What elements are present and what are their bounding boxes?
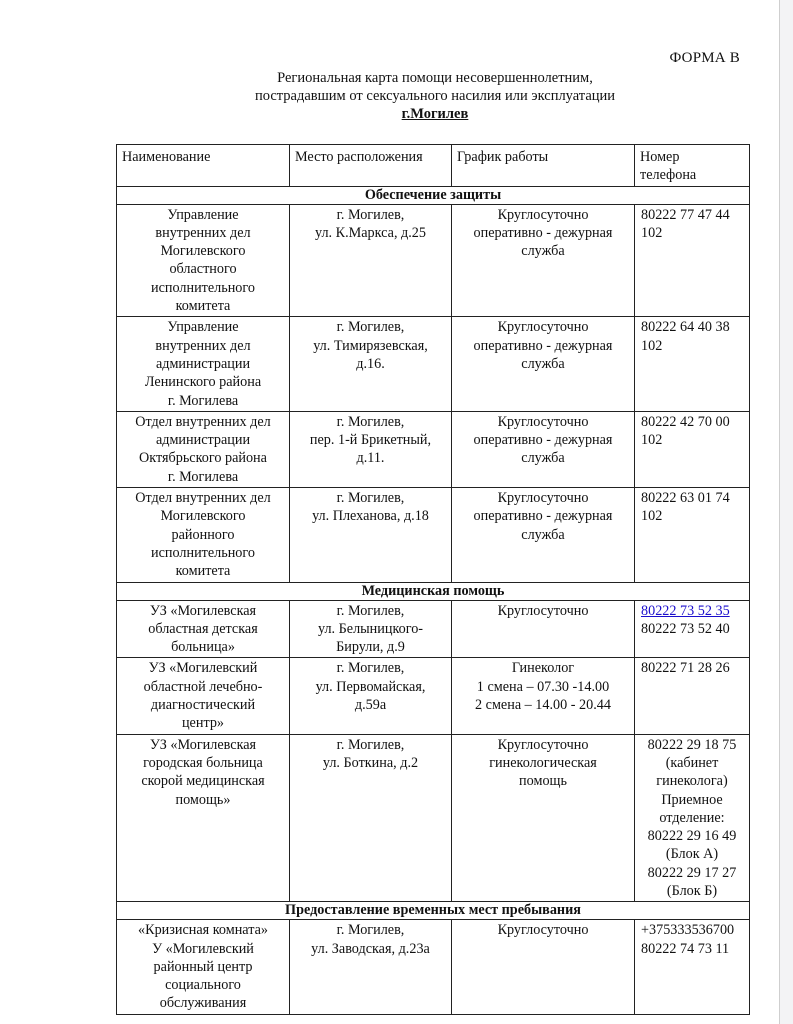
cell-name-line: районный центр <box>153 958 253 975</box>
table-row <box>117 920 750 1014</box>
cell-name-line: исполнительного <box>151 544 255 561</box>
cell-location-line: ул. Плеханова, д.18 <box>312 508 429 525</box>
header-phone <box>635 145 750 187</box>
cell-schedule-line: 2 смена – 14.00 - 20.44 <box>475 697 611 714</box>
header-phone-line2: телефона <box>640 167 697 184</box>
table-body <box>117 186 750 1014</box>
section-row <box>117 582 750 600</box>
cell-phone <box>635 734 750 902</box>
cell-location <box>290 658 452 734</box>
cell-name-line: г. Могилева <box>167 468 239 485</box>
cell-schedule <box>452 658 635 734</box>
cell-phone <box>635 920 750 1014</box>
cell-schedule <box>452 600 635 658</box>
section-title: Медицинская помощь <box>117 582 750 600</box>
cell-name-line: городская больница <box>143 754 263 771</box>
cell-schedule-line: помощь <box>519 773 567 790</box>
cell-name <box>117 920 290 1014</box>
cell-name-line: областной лечебно- <box>143 678 263 695</box>
header-schedule: График работы <box>452 145 635 187</box>
cell-phone-line: 80222 29 16 49 <box>647 828 737 845</box>
cell-name-line: Отдел внутренних дел <box>135 490 271 507</box>
cell-name-line: администрации <box>155 355 251 372</box>
cell-location-line: г. Могилев, <box>336 206 405 223</box>
cell-location-line: г. Могилев, <box>336 602 405 619</box>
cell-name-line: УЗ «Могилевская <box>149 602 257 619</box>
cell-name-line: больница» <box>171 639 235 656</box>
cell-name-line: внутренних дел <box>155 224 251 241</box>
cell-phone-line: 102 <box>641 508 663 525</box>
cell-location <box>290 920 452 1014</box>
title-line-1: Региональная карта помощи несовершеннолетним, <box>277 70 593 86</box>
cell-phone-line: Приемное <box>661 791 723 808</box>
cell-location-line: ул. Первомайская, <box>315 678 426 695</box>
table-row <box>117 411 750 487</box>
cell-phone-line: 80222 73 52 40 <box>641 620 730 637</box>
cell-phone-line: отделение: <box>659 809 725 826</box>
table-row <box>117 600 750 658</box>
cell-schedule-line: Круглосуточно <box>497 413 589 430</box>
cell-phone-line: 80222 42 70 00 <box>641 413 730 430</box>
cell-phone <box>635 317 750 411</box>
help-map-table <box>116 144 750 1015</box>
cell-schedule-line: Гинеколог <box>511 660 575 677</box>
section-title: Предоставление временных мест пребывания <box>117 902 750 920</box>
cell-phone-line: 80222 29 18 75 <box>647 736 737 753</box>
cell-name-line: Октябрьского района <box>139 450 267 467</box>
cell-schedule <box>452 920 635 1014</box>
cell-location-line: г. Могилев, <box>336 413 405 430</box>
table-row <box>117 488 750 582</box>
cell-name-line: комитета <box>175 298 231 315</box>
cell-phone-line: +375333536700 <box>641 922 735 939</box>
cell-name-line: УЗ «Могилевская <box>149 736 257 753</box>
cell-schedule-line: Круглосуточно <box>497 922 589 939</box>
cell-location-line: д.11. <box>356 450 385 467</box>
cell-phone-line: 80222 71 28 26 <box>641 660 730 677</box>
cell-name-line: скорой медицинская <box>141 773 265 790</box>
cell-phone <box>635 488 750 582</box>
cell-schedule-line: Круглосуточно <box>497 490 589 507</box>
cell-schedule-line: оперативно - дежурная <box>473 337 613 354</box>
cell-phone-line: (Блок Б) <box>666 882 718 899</box>
cell-schedule-line: гинекологическая <box>489 754 597 771</box>
cell-location-line: ул. К.Маркса, д.25 <box>314 224 426 241</box>
table-row <box>117 734 750 902</box>
table-row <box>117 658 750 734</box>
cell-phone-line: 80222 74 73 11 <box>641 940 730 957</box>
cell-name-line: областная детская <box>148 620 258 637</box>
cell-phone-line: гинеколога) <box>656 773 728 790</box>
cell-schedule-line: оперативно - дежурная <box>473 432 613 449</box>
cell-name-line: администрации <box>155 432 251 449</box>
cell-location-line: ул. Тимирязевская, <box>313 337 428 354</box>
cell-name-line: обслуживания <box>159 995 247 1012</box>
cell-phone <box>635 658 750 734</box>
cell-schedule-line: 1 смена – 07.30 -14.00 <box>476 678 610 695</box>
cell-name-line: г. Могилева <box>167 392 239 409</box>
cell-schedule-line: служба <box>521 450 565 467</box>
cell-location-line: ул. Заводская, д.23а <box>311 940 430 957</box>
cell-phone-line: 80222 77 47 44 <box>641 206 730 223</box>
cell-phone-line: 80222 63 01 74 <box>641 490 730 507</box>
cell-name <box>117 734 290 902</box>
cell-schedule <box>452 734 635 902</box>
cell-name-line: Отдел внутренних дел <box>135 413 271 430</box>
cell-location-line: г. Могилев, <box>336 319 405 336</box>
cell-location <box>290 204 452 317</box>
page-edge-shadow <box>780 0 793 1024</box>
header-name: Наименование <box>117 145 290 187</box>
section-row <box>117 902 750 920</box>
cell-name <box>117 658 290 734</box>
cell-name-line: диагностический <box>150 697 256 714</box>
cell-name-line: районного <box>171 526 235 543</box>
cell-name <box>117 600 290 658</box>
title-city: г.Могилев <box>401 106 469 122</box>
cell-name-line: Управление <box>167 206 239 223</box>
form-label: ФОРМА В <box>669 50 740 66</box>
cell-location <box>290 734 452 902</box>
cell-phone-line: 102 <box>641 337 663 354</box>
cell-schedule <box>452 411 635 487</box>
cell-phone <box>635 600 750 658</box>
cell-location-line: д.16. <box>356 355 385 372</box>
cell-name-line: помощь» <box>175 791 231 808</box>
table-row <box>117 204 750 317</box>
cell-phone <box>635 411 750 487</box>
cell-location-line: г. Могилев, <box>336 490 405 507</box>
cell-phone-line: (Блок А) <box>665 846 719 863</box>
cell-name-line: Ленинского района <box>144 374 262 391</box>
cell-location-line: ул. Белыницкого- <box>317 620 424 637</box>
cell-schedule-line: служба <box>521 526 565 543</box>
cell-name-line: социального <box>165 977 241 994</box>
cell-schedule-line: служба <box>521 355 565 372</box>
cell-name-line: «Кризисная комната» <box>138 922 268 939</box>
cell-name-line: центр» <box>181 715 225 732</box>
cell-name <box>117 411 290 487</box>
cell-location-line: д.59а <box>354 697 387 714</box>
cell-location <box>290 600 452 658</box>
cell-schedule-line: Круглосуточно <box>497 736 589 753</box>
cell-schedule-line: Круглосуточно <box>497 206 589 223</box>
cell-phone <box>635 204 750 317</box>
document-title <box>160 69 710 123</box>
cell-location-line: г. Могилев, <box>336 736 405 753</box>
cell-schedule-line: Круглосуточно <box>497 319 589 336</box>
section-title: Обеспечение защиты <box>117 186 750 204</box>
phone-link[interactable]: 80222 73 52 35 <box>641 602 730 619</box>
cell-name-line: Могилевского <box>160 243 246 260</box>
cell-name-line: исполнительного <box>151 279 255 296</box>
cell-name-line: У «Могилевский <box>152 940 254 957</box>
cell-phone-line: 80222 29 17 27 <box>647 864 737 881</box>
cell-name <box>117 488 290 582</box>
cell-name-line: областного <box>169 261 237 278</box>
page-edge <box>779 0 780 1024</box>
cell-name <box>117 204 290 317</box>
cell-name-line: внутренних дел <box>155 337 251 354</box>
cell-phone-line: 80222 64 40 38 <box>641 319 730 336</box>
cell-location <box>290 488 452 582</box>
cell-phone-line: 102 <box>641 432 663 449</box>
cell-phone-line: (кабинет <box>665 754 719 771</box>
table-row <box>117 317 750 411</box>
header-location: Место расположения <box>290 145 452 187</box>
cell-schedule <box>452 488 635 582</box>
title-line-2: пострадавшим от сексуального насилия или эксплуатации <box>254 88 616 104</box>
section-row <box>117 186 750 204</box>
cell-name-line: УЗ «Могилевский <box>148 660 258 677</box>
cell-schedule-line: Круглосуточно <box>497 602 589 619</box>
cell-phone-line: 102 <box>641 224 663 241</box>
cell-name-line: Могилевского <box>160 508 246 525</box>
cell-location-line: г. Могилев, <box>336 922 405 939</box>
cell-name-line: комитета <box>175 563 231 580</box>
cell-schedule-line: оперативно - дежурная <box>473 224 613 241</box>
cell-location-line: ул. Боткина, д.2 <box>322 754 419 771</box>
cell-name-line: Управление <box>167 319 239 336</box>
header-phone-line1: Номер <box>640 149 680 165</box>
cell-schedule <box>452 204 635 317</box>
cell-location-line: пер. 1-й Брикетный, <box>309 432 432 449</box>
cell-name <box>117 317 290 411</box>
cell-schedule-line: служба <box>521 243 565 260</box>
cell-location-line: Бирули, д.9 <box>336 639 405 656</box>
cell-location <box>290 411 452 487</box>
cell-location <box>290 317 452 411</box>
cell-schedule-line: оперативно - дежурная <box>473 508 613 525</box>
cell-schedule <box>452 317 635 411</box>
cell-location-line: г. Могилев, <box>336 660 405 677</box>
table-header-row <box>117 145 750 187</box>
